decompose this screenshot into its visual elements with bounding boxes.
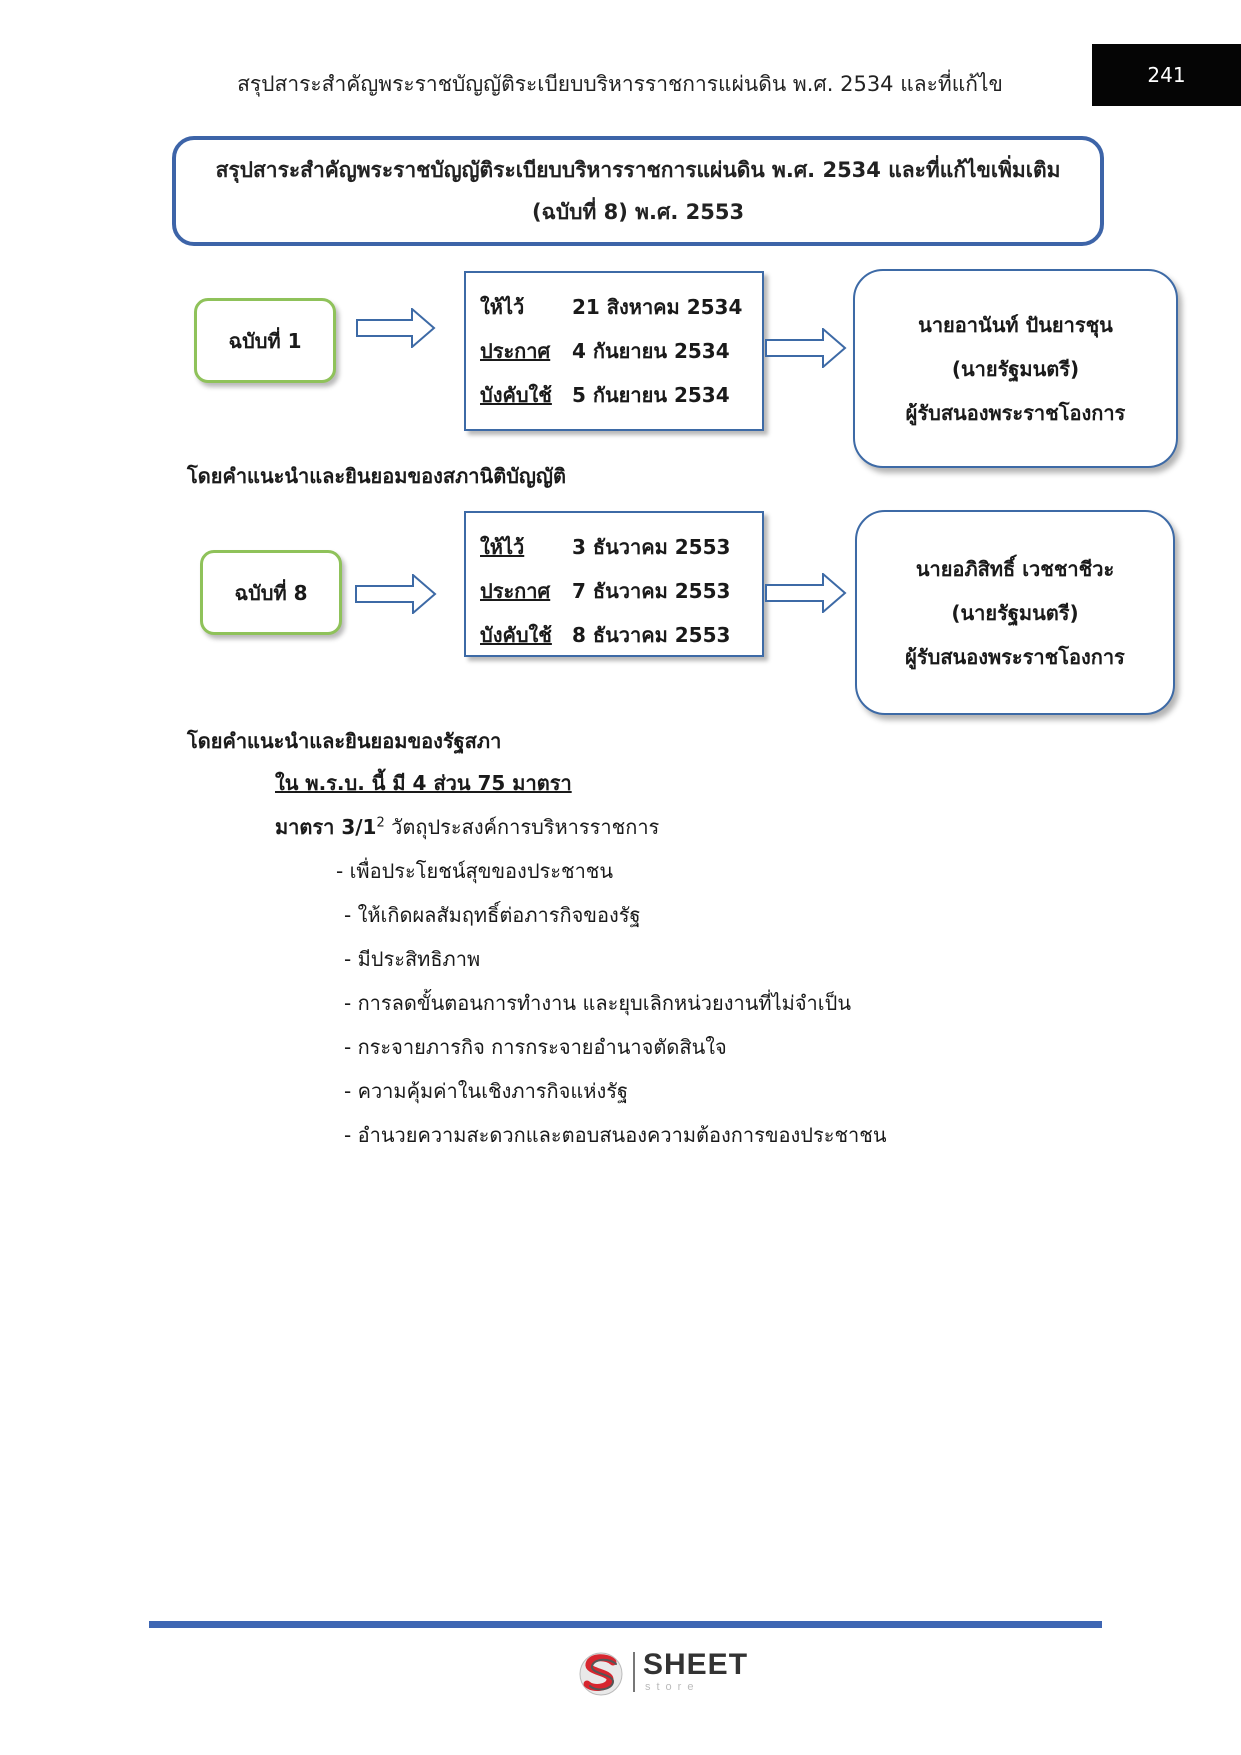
arrow-right-icon [355,574,437,614]
date-label: ประกาศ [480,339,551,363]
signer-role: ผู้รับสนองพระราชโองการ [905,400,1126,425]
date-row-given [480,525,762,569]
signer-role: ผู้รับสนองพระราชโองการ [905,644,1125,669]
objective-item: - ให้เกิดผลสัมฤทธิ์ต่อภารกิจของรัฐ [344,903,641,927]
date-value: 8 ธันวาคม 2553 [572,623,731,647]
logo-divider [633,1652,635,1692]
arrow-right-icon [765,573,847,613]
date-row-given [480,285,762,329]
date-label: ให้ไว้ [480,535,525,559]
footnote-marker: 2 [376,815,385,831]
date-label: บังคับใช้ [480,383,552,407]
date-value: 21 สิงหาคม 2534 [572,295,743,319]
objective-item: - ความคุ้มค่าในเชิงภารกิจแห่งรัฐ [344,1079,628,1103]
edition-8-dates [464,511,764,657]
objective-item: - เพื่อประโยชน์สุขของประชาชน [336,859,614,883]
date-value: 3 ธันวาคม 2553 [572,535,731,559]
title-box [172,136,1104,246]
article-label: มาตรา 3/1 [275,815,377,839]
page-number-box [1092,44,1241,106]
edition-1-note: โดยคำแนะนำและยินยอมของสภานิติบัญญัติ [187,464,566,488]
title-line-1: สรุปสาระสำคัญพระราชบัญญัติระเบียบบริหารราชการแผ่นดิน พ.ศ. 2534 และที่แก้ไขเพิ่มเติม [215,158,1061,182]
signer-title: (นายรัฐมนตรี) [951,600,1079,625]
edition-1-dates [464,271,764,431]
objective-item: - อำนวยความสะดวกและตอบสนองความต้องการของประชาชน [344,1123,887,1147]
date-label: ให้ไว้ [480,295,525,319]
edition-8-label: ฉบับที่ 8 [234,580,308,605]
date-label: บังคับใช้ [480,623,552,647]
date-value: 7 ธันวาคม 2553 [572,579,731,603]
date-row-announced [480,569,762,613]
signer-title: (นายรัฐมนตรี) [951,356,1080,381]
date-row-effective [480,613,762,657]
edition-1-label: ฉบับที่ 1 [228,328,302,353]
sheet-store-logo [577,1648,747,1698]
logo-s-icon [577,1648,629,1698]
objective-item: - กระจายภารกิจ การกระจายอำนาจตัดสินใจ [344,1035,727,1059]
article-line [275,811,659,843]
running-header: สรุปสาระสำคัญพระราชบัญญัติระเบียบบริหารราชการแผ่นดิน พ.ศ. 2534 และที่แก้ไข [237,72,1003,96]
arrow-right-icon [356,308,436,348]
edition-1-signer [853,269,1178,468]
sections-line: ใน พ.ร.บ. นี้ มี 4 ส่วน 75 มาตรา [275,771,572,795]
objective-item: - การลดขั้นตอนการทำงาน และยุบเลิกหน่วยงานที่ไม่จำเป็น [344,991,851,1015]
signer-name: นายอภิสิทธิ์ เวชชาชีวะ [915,556,1115,581]
edition-1-box [194,298,336,383]
edition-8-signer [855,510,1175,715]
date-row-effective [480,373,762,417]
logo-text: SHEET [643,1648,749,1681]
article-text: วัตถุประสงค์การบริหารราชการ [384,815,660,839]
date-label: ประกาศ [480,579,551,603]
title-line-2: (ฉบับที่ 8) พ.ศ. 2553 [531,200,745,224]
objective-item: - มีประสิทธิภาพ [344,947,481,971]
footer-bar [149,1621,1102,1628]
date-value: 4 กันยายน 2534 [572,339,730,363]
date-value: 5 กันยายน 2534 [572,383,730,407]
edition-8-box [200,550,342,635]
signer-name: นายอานันท์ ปันยารชุน [918,312,1113,337]
page-number: 241 [1147,63,1186,87]
logo-subtext: store [645,1681,700,1693]
edition-8-note: โดยคำแนะนำและยินยอมของรัฐสภา [187,729,502,753]
date-row-announced [480,329,762,373]
arrow-right-icon [765,328,847,368]
